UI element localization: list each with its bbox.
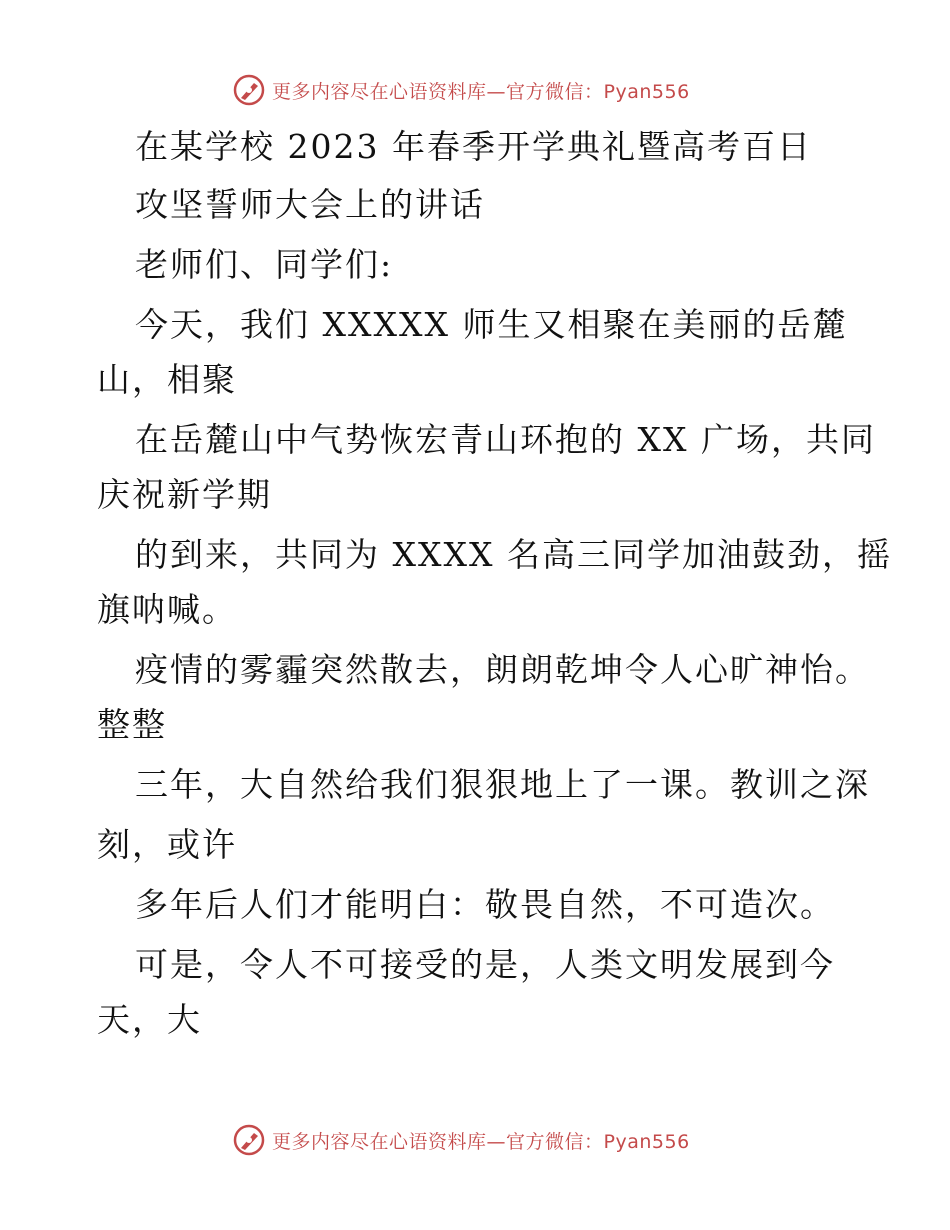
pen-logo-icon <box>232 73 266 107</box>
pen-logo-icon <box>232 1123 266 1157</box>
title-line-2: 攻坚誓师大会上的讲话 <box>135 185 485 224</box>
paragraph-line: 天，大 <box>97 1000 202 1039</box>
banner-wechat-id: Pyan556 <box>603 1130 690 1153</box>
salutation: 老师们、同学们: <box>135 245 394 284</box>
banner-dash: — <box>486 1130 507 1153</box>
paragraph-line: 的到来，共同为 XXXX 名高三同学加油鼓劲，摇 <box>135 535 892 574</box>
banner-slogan: 更多内容尽在心语资料库 <box>272 80 487 103</box>
banner-wechat-label: 官方微信： <box>506 1130 604 1153</box>
paragraph-line: 旗呐喊。 <box>97 590 237 629</box>
paragraph-line: 多年后人们才能明白：敬畏自然，不可造次。 <box>135 885 835 924</box>
banner-text <box>272 1127 690 1154</box>
paragraph-line: 整整 <box>97 705 167 744</box>
banner-wechat-id: Pyan556 <box>603 80 690 103</box>
paragraph-line: 庆祝新学期 <box>97 475 272 514</box>
header-banner <box>232 70 690 110</box>
paragraph-line: 山，相聚 <box>97 360 237 399</box>
paragraph-line: 可是，令人不可接受的是，人类文明发展到今 <box>135 945 835 984</box>
paragraph-line: 疫情的雾霾突然散去，朗朗乾坤令人心旷神怡。 <box>135 650 870 689</box>
footer-banner <box>232 1120 690 1160</box>
paragraph-line: 今天，我们 XXXXX 师生又相聚在美丽的岳麓 <box>135 305 848 344</box>
banner-text <box>272 77 690 104</box>
paragraph-line: 刻，或许 <box>97 825 237 864</box>
banner-slogan: 更多内容尽在心语资料库 <box>272 1130 487 1153</box>
banner-dash: — <box>486 80 507 103</box>
title-line-1: 在某学校 2023 年春季开学典礼暨高考百日 <box>135 127 812 166</box>
paragraph-line: 三年，大自然给我们狠狠地上了一课。教训之深 <box>135 765 870 804</box>
paragraph-line: 在岳麓山中气势恢宏青山环抱的 XX 广场，共同 <box>135 420 876 459</box>
banner-wechat-label: 官方微信： <box>506 80 604 103</box>
